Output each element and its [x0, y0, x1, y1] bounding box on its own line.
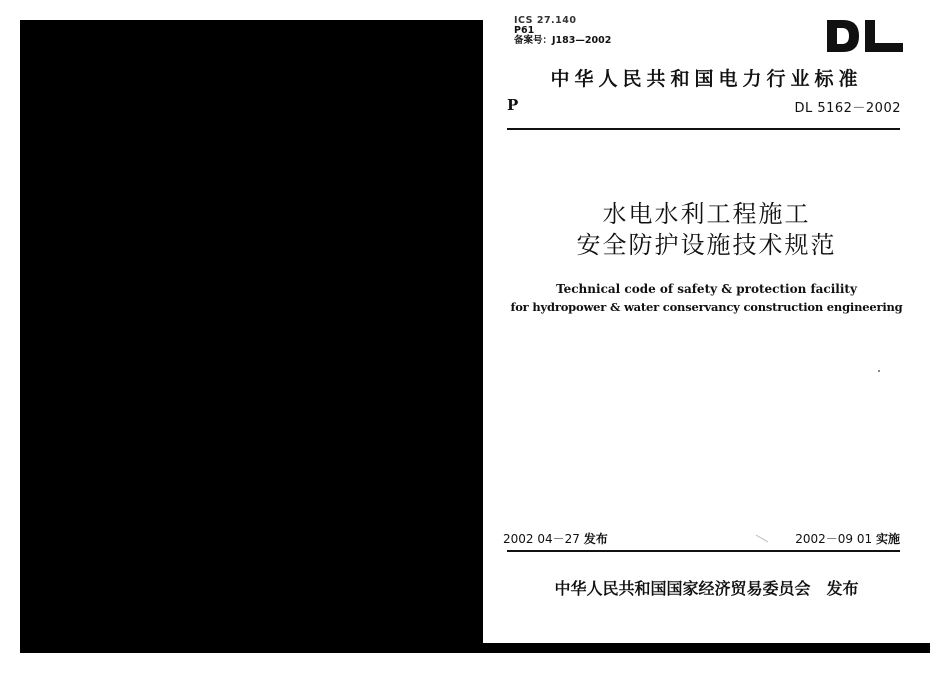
- scan-bottom-edge: [483, 643, 930, 653]
- scan-speck: [878, 370, 880, 372]
- record-number: 备案号：J183—2002: [514, 35, 612, 46]
- title-en-line1: Technical code of safety & protection facility: [556, 282, 857, 296]
- title-zh-line1: 水电水利工程施工: [602, 200, 811, 228]
- issue-date-value: 2002 04－27: [503, 532, 580, 546]
- standard-number: DL 5162－2002: [794, 101, 901, 116]
- ccs-code: P61: [514, 25, 535, 36]
- footer-rule: [507, 550, 900, 552]
- title-zh-line2: 安全防护设施技术规范: [576, 231, 837, 259]
- scan-speck: [756, 535, 769, 543]
- dl-logo-icon: [825, 18, 905, 54]
- issue-date: [503, 530, 608, 547]
- issue-label: 发布: [583, 532, 608, 546]
- implement-date: [795, 530, 900, 547]
- category-letter: P: [507, 96, 519, 114]
- black-scan-area: [20, 20, 483, 653]
- org-title: 中华人民共和国电力行业标准: [550, 68, 863, 90]
- ics-code: ICS 27.140: [514, 15, 577, 26]
- header-rule: [507, 128, 900, 130]
- cover-page: [483, 15, 930, 643]
- title-en-line2: for hydropower & water conservancy construction engineering: [510, 300, 903, 314]
- implement-date-value: 2002－09 01: [795, 532, 873, 546]
- publisher: 中华人民共和国国家经济贸易委员会 发布: [554, 579, 859, 598]
- implement-label: 实施: [875, 532, 900, 546]
